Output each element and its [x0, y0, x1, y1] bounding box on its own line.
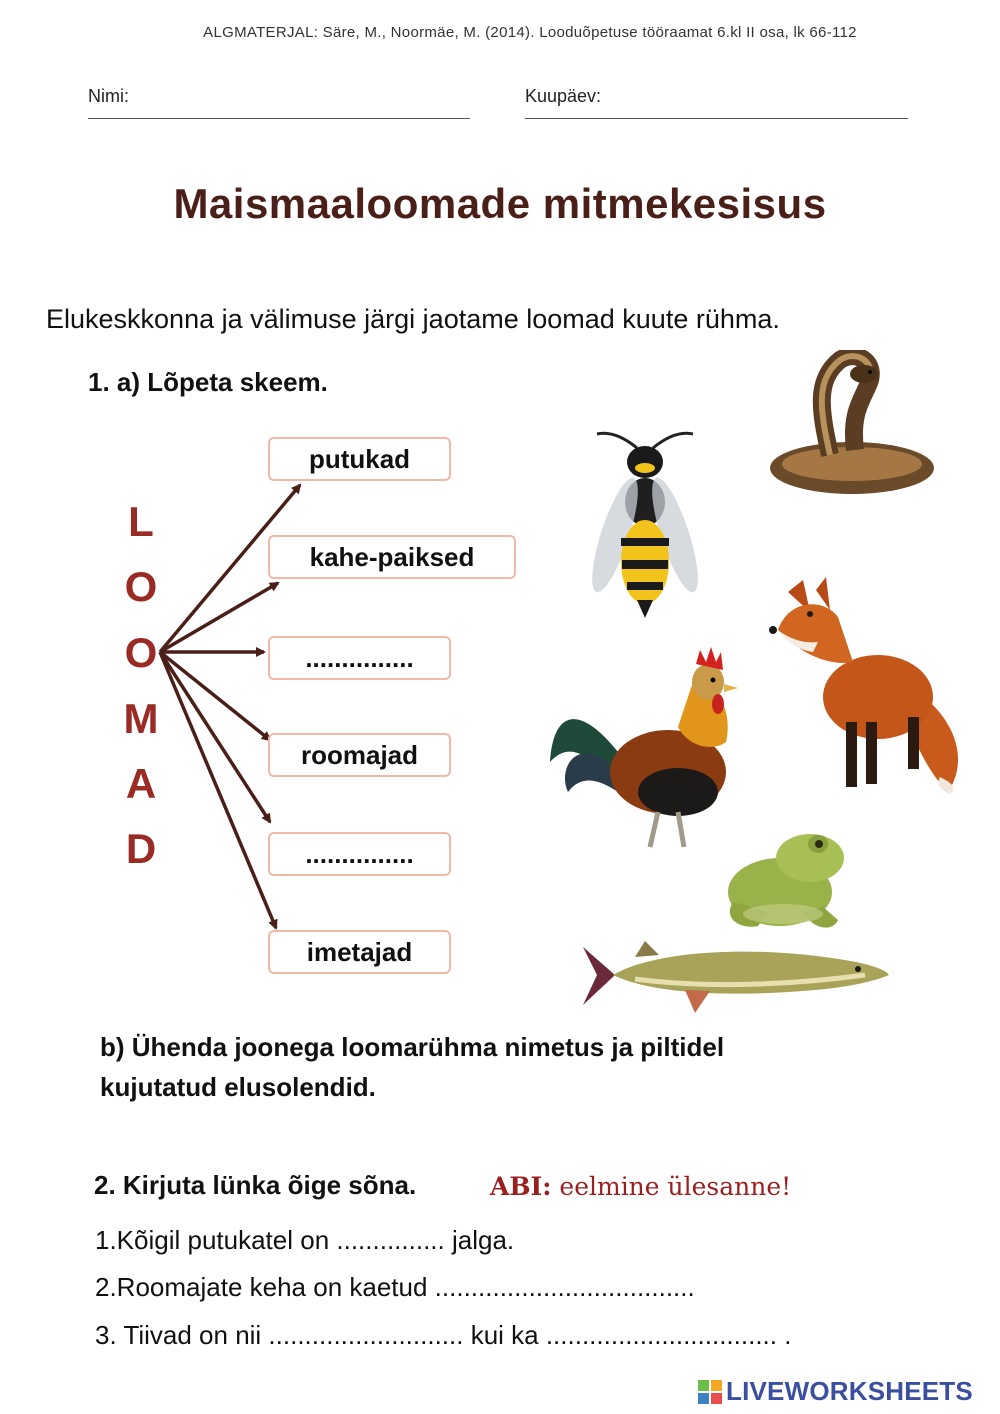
box-kahepaiksed: kahe-paiksed — [268, 535, 516, 579]
snake-image[interactable] — [760, 350, 935, 500]
box-blank-1[interactable]: ............... — [268, 636, 451, 680]
logo-square-3 — [698, 1393, 709, 1404]
fox-image[interactable] — [768, 572, 973, 802]
box-putukad: putukad — [268, 437, 451, 481]
logo-square-2 — [711, 1380, 722, 1391]
name-label: Nimi: — [88, 86, 129, 106]
task2-title: 2. Kirjuta lünka õige sõna. — [94, 1170, 417, 1200]
sentence-3[interactable]: 3. Tiivad on nii ........................... kui ka ................................ . — [95, 1320, 792, 1350]
sentence-2[interactable]: 2.Roomajate keha on kaetud .................................... — [95, 1272, 695, 1302]
wasp-image[interactable] — [585, 420, 705, 625]
rooster-image[interactable] — [548, 642, 740, 852]
liveworksheets-logo — [698, 1376, 973, 1407]
task1b-line1: b) Ühenda joonega loomarühma nimetus ja piltidel — [100, 1032, 725, 1062]
arrow-imetajad — [160, 652, 276, 928]
letter-1: L — [128, 498, 154, 545]
logo-text: LIVEWORKSHEETS — [726, 1376, 973, 1406]
box-imetajad: imetajad — [268, 930, 451, 974]
arrow-blank-2 — [160, 652, 270, 822]
letter-5: A — [125, 760, 157, 807]
source-citation: ALGMATERJAL: Säre, M., Noormäe, M. (2014). Looduõpetuse tööraamat 6.kl II osa, lk 66-112 — [203, 24, 857, 41]
box-roomajad: roomajad — [268, 733, 451, 777]
intro-text: Elukeskkonna ja välimuse järgi jaotame loomad kuute rühma. — [46, 304, 780, 334]
arrow-roomajad — [160, 652, 270, 740]
box-blank-2[interactable]: ............... — [268, 832, 451, 876]
page-title: Maismaaloomade mitmekesisus — [173, 180, 827, 227]
pike-image[interactable] — [575, 935, 893, 1020]
logo-square-1 — [698, 1380, 709, 1391]
task1a-title: 1. a) Lõpeta skeem. — [88, 367, 328, 397]
arrow-kahepaiksed — [160, 583, 278, 652]
hint-label: ABI: — [490, 1172, 552, 1201]
task1b-line2: kujutatud elusolendid. — [100, 1072, 376, 1102]
hint-text — [490, 1172, 791, 1201]
frog-image[interactable] — [718, 822, 853, 937]
letter-4: M — [123, 695, 159, 742]
logo-square-4 — [711, 1393, 722, 1404]
logo-icon — [698, 1380, 722, 1404]
hint-body: eelmine ülesanne! — [551, 1172, 792, 1201]
letter-6: D — [125, 825, 157, 872]
letter-3: O — [124, 629, 158, 676]
date-label: Kuupäev: — [525, 86, 602, 106]
sentence-1[interactable]: 1.Kõigil putukatel on ............... jalga. — [95, 1225, 515, 1255]
letter-2: O — [124, 563, 158, 610]
